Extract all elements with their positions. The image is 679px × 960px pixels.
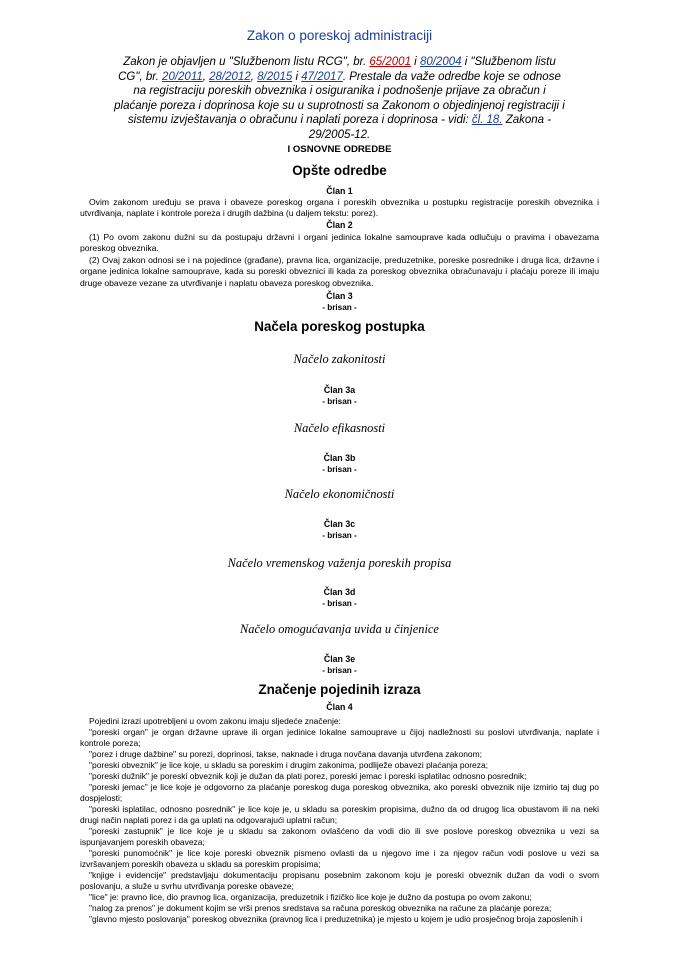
- definition-item: "poreski dužnik" je poreski obveznik koji je dužan da plati porez, poreski jemac i poreski isplatilac odnosno posrednik;: [89, 771, 527, 781]
- article-3-heading: Član 3: [326, 291, 353, 301]
- section-title-general: Opšte odredbe: [292, 163, 387, 178]
- principle-legality-title: Načelo zakonitosti: [293, 352, 386, 366]
- definition-item: "poreski obveznik" je lice koje, u skladu sa poreskim i drugim zakonima, podliježe obavezi plaćanja poreza;: [89, 760, 489, 770]
- definition-item: "glavno mjesto poslovanja" poreskog obveznika (pravnog lica i preduzetnika) je mjesto u kojem je udio prosječnog broja zaposlenih i: [89, 914, 583, 924]
- gazette-link-28-2012[interactable]: 28/2012: [209, 70, 251, 83]
- definition-item: "nalog za prenos" je dokument kojim se vrši prenos sredstava sa računa poreskog obveznika na račune za plaćanje poreza;: [89, 903, 552, 913]
- intro-text-3: i "Službenom listu CG", br.: [118, 56, 556, 83]
- article-3e-status: - brisan -: [322, 666, 357, 675]
- article-3d-heading: Član 3d: [323, 587, 356, 597]
- intro-text-6: i: [292, 70, 302, 83]
- article-3-status: - brisan -: [322, 303, 357, 312]
- gazette-link-47-2017[interactable]: 47/2017: [301, 70, 343, 83]
- article-1-text: Ovim zakonom uređuju se prava i obaveze poreskog organa i poreskih obveznika u postupku registracije poreskih obveznika i utvrđivanja, naplate i kontrole poreza i drugih dažbina (u daljem tekstu: porez).: [80, 197, 599, 219]
- intro-text-8: Zakona - 29/2005-12.: [308, 114, 552, 141]
- article-3c-heading: Član 3c: [323, 519, 356, 529]
- intro-text-4: ,: [202, 70, 210, 83]
- definition-item: "knjige i evidencije" predstavljaju dokumentaciju propisanu posebnim zakonom koju je poreski obveznik dužan da vodi o svom poslovanju, a služe u svrhu utvrđivanja poreske obaveze;: [80, 870, 599, 891]
- section-title-principles: Načela poreskog postupka: [254, 319, 425, 334]
- gazette-link-80-2004[interactable]: 80/2004: [419, 56, 462, 68]
- article-2-paragraph-1: (1) Po ovom zakonu dužni su da postupaju državni i organi jedinica lokalne samouprave kada odlučuju o pravima i obavezama poreskog obveznika.: [80, 232, 599, 254]
- gazette-link-8-2015[interactable]: 8/2015: [257, 70, 293, 83]
- intro-text-7: . Prestale da važe odredbe koje se odnose na registraciju poreskih obveznika i osiguranika i podnošenje prijave za obračun i plaćanje poreza i doprinosa koje su u suprotnosti sa Zakonom o objedinjenoj registraciji i sistemu izvještavanja o obračunu i naplati poreza i doprinosa - vidi:: [114, 70, 565, 127]
- definitions-intro: Pojedini izrazi upotrebljeni u ovom zakonu imaju sljedeće značenje:: [89, 716, 341, 726]
- article-4-heading: Član 4: [326, 702, 353, 712]
- intro-text-2: i: [410, 56, 420, 68]
- publication-note: [112, 55, 567, 143]
- gazette-link-20-2011[interactable]: 20/2011: [162, 70, 203, 83]
- article-2-paragraph-2: (2) Ovaj zakon odnosi se i na pojedince (građane), pravna lica, organizacije, preduzetnike, poreske posrednike i druga lica, državne i organe jedinica lokalne samouprave, kada su poreski obveznici ili kada za poreskog obveznika obračunavaju i plaćaju poreze ili imaju druge obaveze vezane za utvrđivanje i naplatu obaveza poreskog obveznika.: [80, 254, 599, 288]
- principle-insight-title: Načelo omogućavanja uvida u činjenice: [240, 622, 439, 636]
- article-4-body: [80, 716, 599, 925]
- gazette-link-65-2001[interactable]: 65/2001: [369, 56, 411, 68]
- article-3b-status: - brisan -: [322, 465, 357, 474]
- article-3b-heading: Član 3b: [323, 453, 356, 463]
- article-2-heading: Član 2: [326, 220, 353, 230]
- principle-economy-title: Načelo ekonomičnosti: [284, 487, 395, 501]
- definition-item: "poreski jemac" je lice koje je odgovorno za plaćanje poreskog duga poreskog obveznika, ako poreski obveznik nije izmirio taj dug po dospjelosti;: [80, 782, 599, 803]
- article-3d-status: - brisan -: [322, 599, 357, 608]
- part-title: I OSNOVNE ODREDBE: [287, 144, 392, 155]
- definition-item: "poreski isplatilac, odnosno posrednik" je lice koje je, u skladu sa poreskim propisima, dužno da od drugog lica obustavom ili na neki drugi način naplati porez i da ga uplati na odgovarajući uplatni račun;: [80, 804, 599, 825]
- article-3a-status: - brisan -: [322, 397, 357, 406]
- article-1-body: [80, 197, 599, 220]
- definition-item: "lice" je: pravno lice, dio pravnog lica, organizacija, preduzetnik i fizičko lice koje je dužno da postupa po ovom zakonu;: [89, 892, 532, 902]
- principle-efficiency-title: Načelo efikasnosti: [293, 421, 386, 435]
- definition-item: "poreski zastupnik" je lice koje je u skladu sa zakonom ovlašćeno da vodi dio ili sve poslove poreskog obveznika u vezi sa ispunjavanjem poreskih obaveza;: [80, 826, 599, 847]
- article-3c-status: - brisan -: [322, 531, 357, 540]
- article-2-body: [80, 232, 599, 289]
- article-1-heading: Član 1: [326, 186, 353, 196]
- definition-item: "poreski punomoćnik" je lice koje poreski obveznik pismeno ovlasti da u njegovo ime i za njegov račun vodi poslove u vezi sa izvršavanjem poreskih obaveza u skladu sa poreskim propisima;: [80, 848, 599, 869]
- article-3a-heading: Član 3a: [323, 385, 356, 395]
- intro-text-1: Zakon je objavljen u "Službenom listu RCG", br.: [123, 56, 370, 68]
- intro-text-5: ,: [250, 70, 258, 83]
- document-title: Zakon o poreskoj administraciji: [246, 28, 433, 43]
- section-title-definitions: Značenje pojedinih izraza: [258, 682, 421, 697]
- definition-item: "poreski organ" je organ državne uprave ili organ jedinice lokalne samouprave u čijoj nadležnosti su poslovi utvrđivanja, naplate i kontrole poreza;: [80, 727, 599, 748]
- definition-item: "porez i druge dažbine" su porezi, doprinosi, takse, naknade i druga novčana davanja utvrđena zakonom;: [89, 749, 482, 759]
- article-18-link[interactable]: čl. 18.: [471, 114, 503, 127]
- article-3e-heading: Član 3e: [323, 654, 356, 664]
- principle-temporal-validity-title: Načelo vremenskog važenja poreskih propisa: [227, 556, 452, 570]
